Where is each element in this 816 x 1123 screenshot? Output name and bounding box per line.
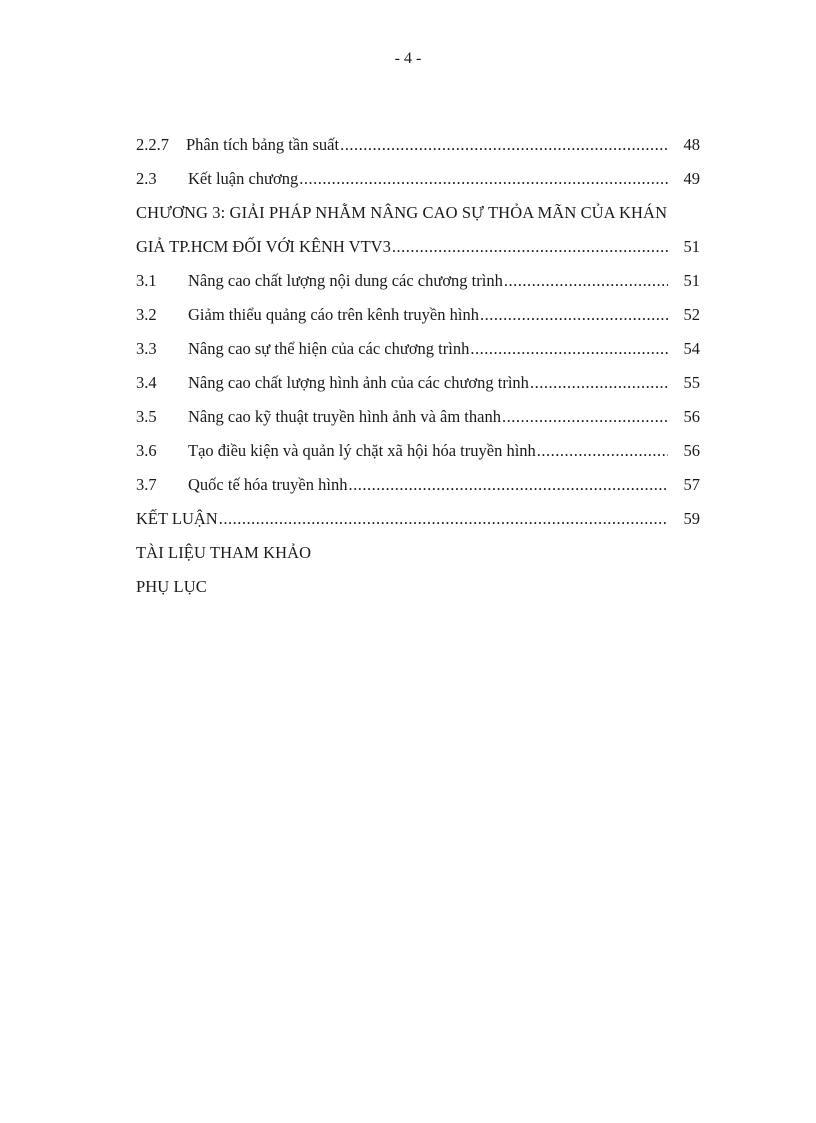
- dot-leader: [348, 472, 668, 498]
- toc-entry-3-1[interactable]: [136, 268, 700, 302]
- toc-entry-title: KẾT LUẬN: [136, 509, 218, 528]
- toc-entry-number: 3.1: [136, 271, 157, 290]
- dot-leader: [537, 438, 668, 464]
- toc-entry-number: 3.2: [136, 305, 157, 324]
- table-of-contents: [136, 132, 700, 608]
- toc-entry-title: Nâng cao kỹ thuật truyền hình ảnh và âm thanh: [188, 407, 501, 426]
- toc-entry-number: 2.3: [136, 169, 157, 188]
- toc-entry-page: 55: [683, 373, 700, 392]
- toc-entry-title: Phân tích bảng tần suất: [186, 135, 340, 154]
- toc-entry-number: 3.4: [136, 373, 157, 392]
- page-number: - 4 -: [394, 50, 422, 67]
- toc-entry-number: 3.6: [136, 441, 157, 460]
- toc-entry-3-3[interactable]: [136, 336, 700, 370]
- toc-entry-2-3[interactable]: [136, 166, 700, 200]
- toc-entry-page: 51: [683, 271, 700, 290]
- toc-entry-title: Giảm thiểu quảng cáo trên kênh truyền hình: [188, 305, 479, 324]
- dot-leader: [530, 370, 668, 396]
- toc-entry-title: Nâng cao chất lượng hình ảnh của các chương trình: [188, 373, 529, 392]
- toc-entry-page: 54: [683, 339, 700, 358]
- toc-entry-appendix[interactable]: PHỤ LỤC: [136, 577, 207, 596]
- toc-entry-3-5[interactable]: [136, 404, 700, 438]
- toc-entry-number: 2.2.7: [136, 135, 169, 154]
- dot-leader: [299, 166, 668, 192]
- dot-leader: [470, 336, 668, 362]
- dot-leader: [504, 268, 668, 294]
- dot-leader: [502, 404, 668, 430]
- dot-leader: [480, 302, 668, 328]
- toc-chapter-3-heading-cont[interactable]: [136, 234, 700, 268]
- dot-leader: [219, 506, 668, 532]
- toc-entry-3-6[interactable]: [136, 438, 700, 472]
- toc-entry-references[interactable]: TÀI LIỆU THAM KHẢO: [136, 543, 312, 562]
- toc-entry-number: 3.5: [136, 407, 157, 426]
- toc-entry-number: 3.7: [136, 475, 157, 494]
- toc-entry-3-7[interactable]: [136, 472, 700, 506]
- toc-entry-title: Quốc tế hóa truyền hình: [188, 475, 348, 494]
- toc-entry-3-4[interactable]: [136, 370, 700, 404]
- toc-entry-page: 52: [683, 305, 700, 324]
- toc-entry-title: Nâng cao chất lượng nội dung các chương trình: [188, 271, 503, 290]
- toc-entry-page: 51: [683, 237, 700, 256]
- toc-entry-page: 49: [683, 169, 700, 188]
- toc-entry-3-2[interactable]: [136, 302, 700, 336]
- toc-entry-title: Tạo điều kiện và quản lý chặt xã hội hóa truyền hình: [188, 441, 536, 460]
- toc-entry-title: Kết luận chương: [188, 169, 299, 188]
- toc-entry-title: Nâng cao sự thể hiện của các chương trình: [188, 339, 470, 358]
- toc-entry-page: 57: [683, 475, 700, 494]
- toc-entry-2-2-7[interactable]: [136, 132, 700, 166]
- toc-entry-page: 56: [683, 441, 700, 460]
- toc-entry-page: 48: [683, 135, 700, 154]
- dot-leader: [340, 132, 668, 158]
- toc-entry-page: 56: [683, 407, 700, 426]
- toc-entry-title: GIẢ TP.HCM ĐỐI VỚI KÊNH VTV3: [136, 237, 391, 256]
- toc-entry-conclusion[interactable]: [136, 506, 700, 540]
- toc-entry-page: 59: [683, 509, 700, 528]
- toc-chapter-3-heading[interactable]: CHƯƠNG 3: GIẢI PHÁP NHẰM NÂNG CAO SỰ THỎA MÃN CỦA KHÁN: [136, 203, 668, 222]
- toc-entry-number: 3.3: [136, 339, 157, 358]
- dot-leader: [392, 234, 668, 260]
